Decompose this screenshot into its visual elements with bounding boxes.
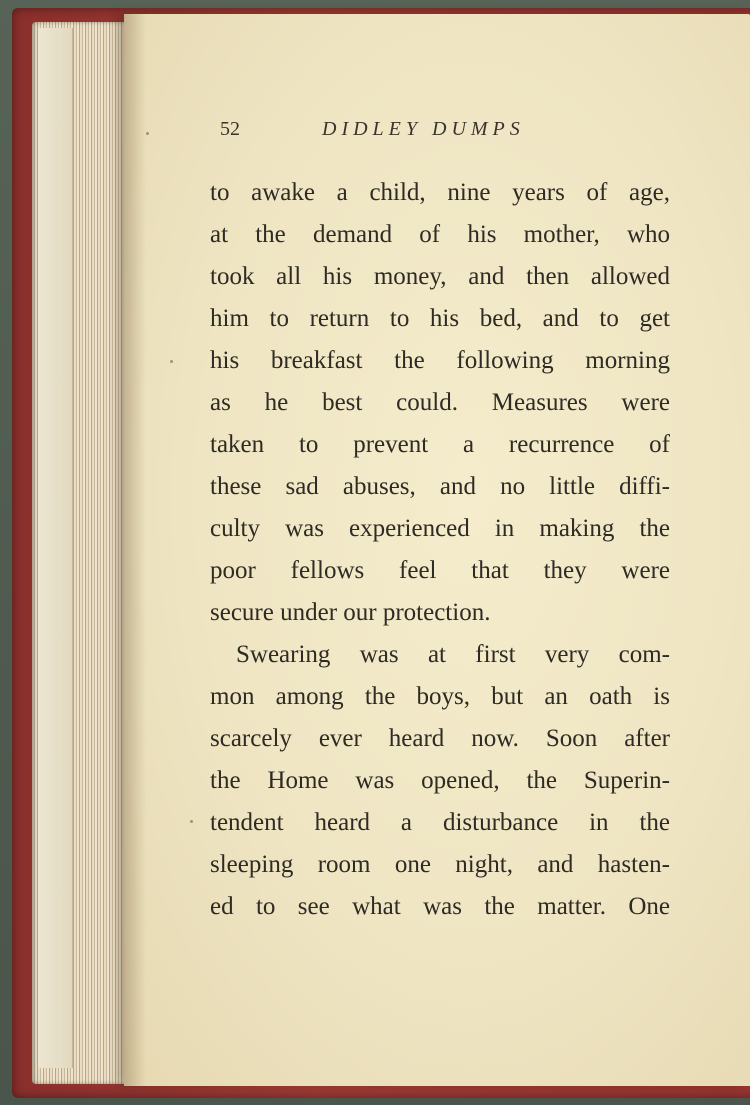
text-line: to awake a child, nine years of age, bbox=[210, 179, 670, 206]
text-line: taken to prevent a recurrence of bbox=[210, 431, 670, 458]
text-line: poor fellows feel that they were bbox=[210, 557, 670, 584]
text-line: tendent heard a disturbance in the bbox=[210, 809, 670, 836]
text-line: mon among the boys, but an oath is bbox=[210, 683, 670, 710]
paper-speck bbox=[190, 820, 193, 823]
text-line: him to return to his bed, and to get bbox=[210, 305, 670, 332]
paper-speck bbox=[170, 360, 173, 363]
text-line: these sad abuses, and no little diffi- bbox=[210, 473, 670, 500]
text-line: as he best could. Measures were bbox=[210, 389, 670, 416]
text-line: Swearing was at first very com- bbox=[236, 641, 670, 668]
text-line: ed to see what was the matter. One bbox=[210, 893, 670, 920]
page-gutter-shadow bbox=[124, 14, 146, 1086]
text-line: at the demand of his mother, who bbox=[210, 221, 670, 248]
page-number: 52 bbox=[220, 118, 240, 140]
running-title: DIDLEY DUMPS bbox=[322, 118, 525, 140]
text-line: took all his money, and then allowed bbox=[210, 263, 670, 290]
body-text bbox=[210, 172, 670, 928]
text-line: his breakfast the following morning bbox=[210, 347, 670, 374]
flyleaf-edge bbox=[38, 28, 73, 1068]
text-line: sleeping room one night, and hasten- bbox=[210, 851, 670, 878]
text-line: the Home was opened, the Superin- bbox=[210, 767, 670, 794]
paper-speck bbox=[146, 132, 149, 135]
text-line: culty was experienced in making the bbox=[210, 515, 670, 542]
text-line: scarcely ever heard now. Soon after bbox=[210, 725, 670, 752]
text-line: secure under our protection. bbox=[210, 599, 491, 626]
book-page bbox=[124, 14, 750, 1086]
